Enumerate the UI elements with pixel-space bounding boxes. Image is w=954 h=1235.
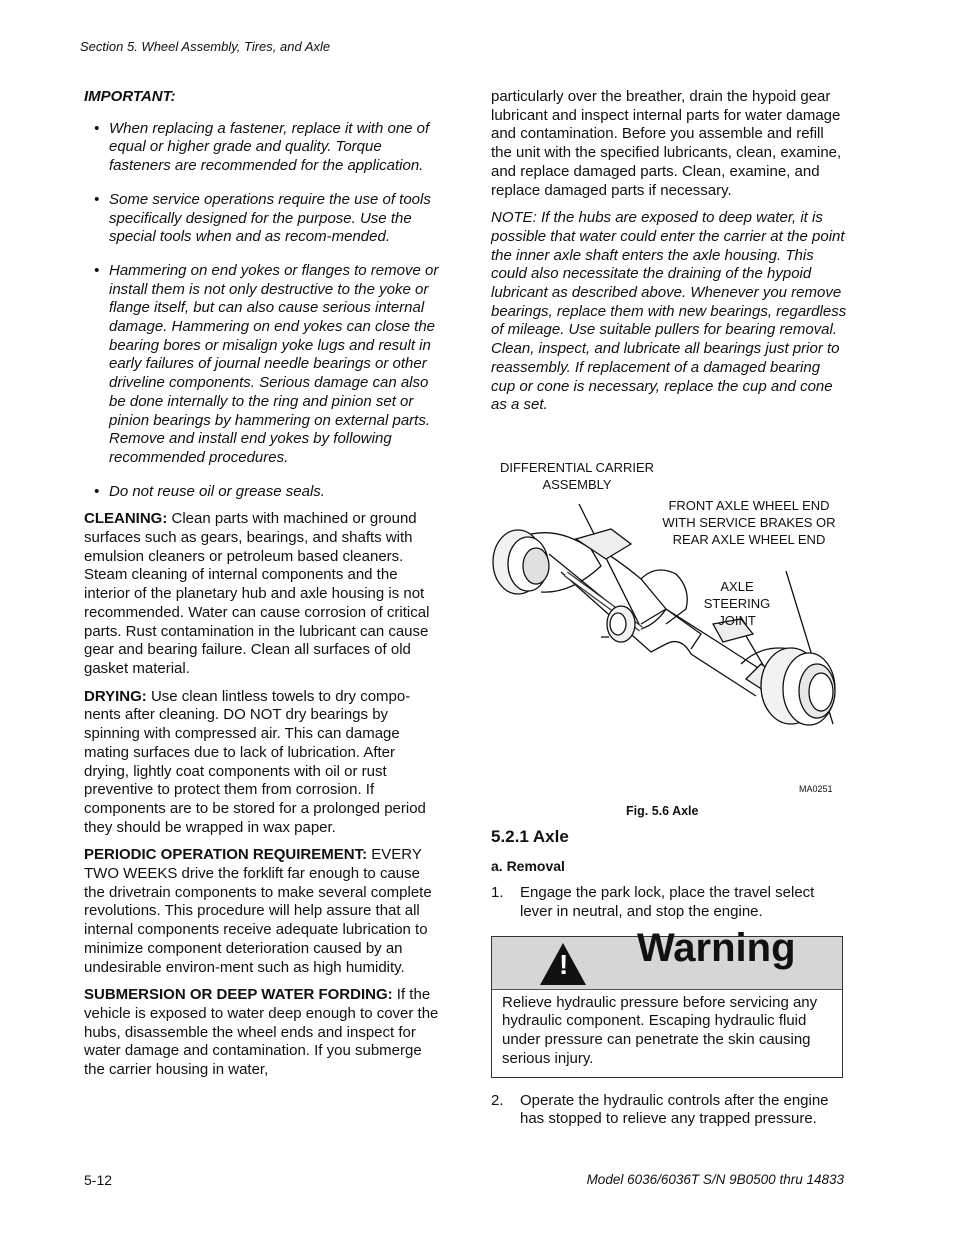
subsection-heading: a. Removal — [491, 857, 565, 874]
warning-header — [492, 925, 842, 990]
warning-title: Warning — [637, 925, 796, 970]
important-item: • Do not reuse oil or grease seals. — [94, 482, 325, 500]
warning-text: Relieve hydraulic pressure before servicing any hydraulic component. Escaping hydraulic fluid under pressure can penetrate the skin causing serious injury. — [502, 993, 818, 1067]
step-list-2 — [491, 1092, 847, 1129]
step-list-1 — [491, 884, 847, 921]
page-number: 5-12 — [84, 1172, 113, 1188]
left-column — [84, 88, 440, 1089]
figure-caption: Fig. 5.6 Axle — [626, 803, 699, 818]
right-column — [491, 88, 847, 1143]
periodic-paragraph: PERIODIC OPERATION REQUIREMENT: EVERY TWO WEEKS drive the forklift far enough to cause the drivetrain components to make several complete revolutions. This procedure will help assure that all internal components receive adequate lubrication to minimize component deterioration caused by an undesirable environ-ment such as high humidity. — [84, 846, 432, 976]
important-title: IMPORTANT: — [84, 88, 176, 105]
model-footer: Model 6036/6036T S/N 9B0500 thru 14833 — [586, 1172, 844, 1187]
important-item: • Hammering on end yokes or flanges to remove or install them is not only destructive to the yoke or flange itself, but can also cause serious internal damage. Hammering on end yokes can close the bearing bores or misalign yoke lugs and result in early failures of journal needle bearings or other driveline components. Serious damage can also be done internally to the ring and pinion set or pinion bearings by hammering on external parts. Remove and install end yokes by following recommended procedures. — [94, 261, 439, 466]
drying-paragraph: DRYING: Use clean lintless towels to dry compo-nents after cleaning. DO NOT dry bearings by spinning with compressed air. This can damage mating surfaces due to lack of lubrication. After drying, lightly coat components with oil or rust preventive to protect them from corrosion. If components are to be stored for a prolonged period they should be wrapped in wax paper. — [84, 687, 426, 836]
section-heading: 5.2.1 Axle — [491, 826, 569, 846]
page-header: Section 5. Wheel Assembly, Tires, and Axle — [80, 39, 331, 54]
warning-box — [491, 925, 843, 1078]
label-differential-carrier: DIFFERENTIAL CARRIER ASSEMBLY — [499, 459, 655, 492]
figure-code: MA0251 — [799, 783, 833, 794]
note-paragraph: NOTE: If the hubs are exposed to deep water, it is possible that water could enter the carrier at the point the inner axle shaft enters the axle housing. This could also necessitate the draining of the hypoid lubricant as described above. Whenever you remove bearings, replace them with new bearings, regardless of mileage. Use suitable pullers for bearing removal. Clean, inspect, and lubricate all bearings just prior to reassembly. If replacement of a damaged bearing cup or cone is necessary, replace the cup and cone as a set. — [491, 209, 847, 414]
submersion-paragraph: SUBMERSION OR DEEP WATER FORDING: If the vehicle is exposed to water deep enough to cover the hubs, disassemble the wheel ends and inspect for water damage and contamination. If you submerge the carrier housing in water, — [84, 986, 439, 1079]
step-item: 2. Operate the hydraulic controls after the engine has stopped to relieve any trapped pressure. — [491, 1091, 829, 1128]
important-item: • When replacing a fastener, replace it with one of equal or higher grade and quality. Torque fasteners are recommended for the application. — [94, 119, 430, 175]
important-item: • Some service operations require the use of tools specifically designed for the purpose. Use the special tools when and as recom-mended. — [94, 190, 431, 246]
continued-paragraph: particularly over the breather, drain the hypoid gear lubricant and inspect internal parts for water damage and contamination. Before you assemble and refill the unit with the specified lubricants, clean, examine, and replace damaged parts. Clean, examine, and replace damaged parts if necessary. — [491, 88, 842, 199]
step-item: 1. Engage the park lock, place the travel select lever in neutral, and stop the engine. — [491, 884, 815, 921]
label-wheel-end: FRONT AXLE WHEEL END WITH SERVICE BRAKES OR REAR AXLE WHEEL END — [662, 497, 836, 547]
cleaning-paragraph: CLEANING: Clean parts with machined or ground surfaces such as gears, bearings, and shafts with emulsion cleaners or petroleum based cleaners. Steam cleaning of internal components and the interior of the planetary hub and axle housing is not recommended. Water can cause corrosion of critical parts. Rust contamination in the lubricant can cause gear and bearing failure. Clean all surfaces of old gasket material. — [84, 510, 430, 677]
axle-figure — [491, 424, 847, 822]
important-list — [84, 120, 440, 502]
exclamation-icon: ! — [559, 948, 569, 980]
label-steering-joint: AXLE STEERING JOINT — [703, 578, 771, 628]
